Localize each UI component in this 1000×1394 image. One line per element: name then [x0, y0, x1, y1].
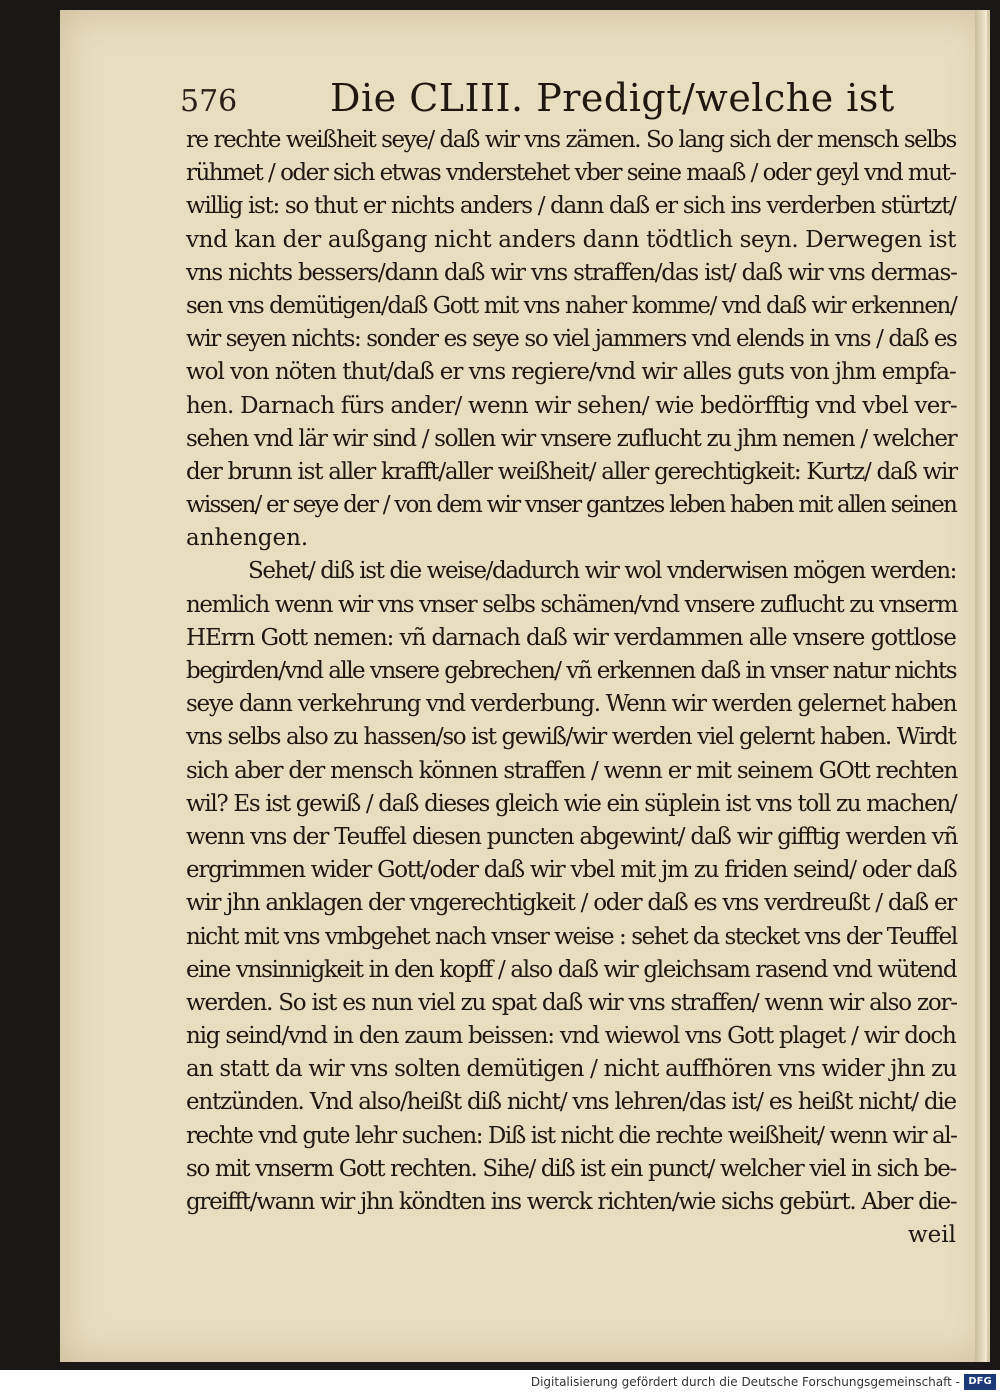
text-line: an statt da wir vns solten demütigen / nicht auffhören vns wider jhn zu: [186, 1056, 957, 1083]
text-line: wir seyen nichts: sonder es seye so viel jammers vnd elends in vns / daß es: [186, 326, 957, 353]
text-line: sehen vnd lär wir sind / sollen wir vnsere zuflucht zu jhm nemen / welcher: [186, 425, 957, 452]
sermon-text: [186, 124, 956, 1252]
text-line: HErrn Gott nemen: vñ darnach daß wir verdammen alle vnsere gottlose: [186, 624, 956, 651]
text-line: seye dann verkehrung vnd verderbung. Wenn wir werden gelernet haben: [186, 691, 957, 718]
text-line: nig seind/vnd in den zaum beissen: vnd wiewol vns Gott plaget / wir doch: [186, 1023, 956, 1050]
text-line: re rechte weißheit seye/ daß wir vns zämen. So lang sich der mensch selbs: [186, 127, 956, 153]
text-line: eine vnsinnigkeit in den kopff / also daß wir gleichsam rasend vnd wütend: [186, 956, 957, 983]
text-line: sen vns demütigen/daß Gott mit vns naher komme/ vnd daß wir erkennen/: [186, 292, 957, 319]
text-line: wenn vns der Teuffel diesen puncten abgewint/ daß wir gifftig werden vñ: [186, 823, 958, 850]
text-line: vns nichts bessers/dann daß wir vns straffen/das ist/ daß wir vns dermas-: [186, 259, 957, 286]
text-line: rühmet / oder sich etwas vnderstehet vber seine maaß / oder geyl vnd mut-: [186, 160, 956, 187]
text-line: willig ist: so thut er nichts anders / dann daß er sich ins verderben stürtzt/: [186, 193, 956, 220]
page-number: 576: [180, 84, 238, 119]
text-line: wissen/ er seye der / von dem wir vnser gantzes leben haben mit allen seinen: [186, 492, 957, 519]
text-line: Sehet/ diß ist die weise/dadurch wir wol vnderwisen mögen werden:: [248, 558, 956, 585]
text-line: ergrimmen wider Gott/oder daß wir vbel mit jm zu friden seind/ oder daß: [186, 857, 957, 884]
text-line: begirden/vnd alle vnsere gebrechen/ vñ erkennen daß in vnser natur nichts: [186, 658, 957, 684]
text-line: wir jhn anklagen der vngerechtigkeit / oder daß es vns verdreußt / daß er: [186, 890, 957, 917]
text-line: nicht mit vns vmbgehet nach vnser weise : sehet da stecket vns der Teuffel: [186, 923, 957, 950]
footer-credit: Digitalisierung gefördert durch die Deutsche Forschungsgemeinschaft -: [530, 1375, 960, 1389]
text-line: nemlich wenn wir vns vnser selbs schämen/vnd vnsere zuflucht zu vnserm: [186, 591, 957, 618]
text-line: weil: [907, 1222, 956, 1249]
running-head: Die CLIII. Predigt/welche ist: [330, 76, 895, 120]
text-line: vnd kan der außgang nicht anders dann tödtlich seyn. Derwegen ist: [186, 226, 957, 253]
text-line: greifft/wann wir jhn köndten ins werck richten/wie sichs gebürt. Aber die-: [186, 1189, 957, 1215]
text-line: anhengen.: [186, 525, 309, 552]
footer-bar: [0, 1372, 1000, 1394]
text-line: vns selbs also zu hassen/so ist gewiß/wir werden viel gelernt haben. Wirdt: [186, 724, 956, 751]
text-line: rechte vnd gute lehr suchen: Diß ist nicht die rechte weißheit/ wenn wir al-: [186, 1122, 957, 1149]
text-line: der brunn ist aller krafft/aller weißheit/ aller gerechtigkeit: Kurtz/ daß wir: [186, 458, 957, 485]
text-line: hen. Darnach fürs ander/ wenn wir sehen/ wie bedörfftig vnd vbel ver-: [186, 392, 957, 419]
text-line: wol von nöten thut/daß er vns regiere/vnd wir alles guts von jhm empfa-: [186, 359, 956, 386]
page-edge: [975, 10, 987, 1362]
text-line: wil? Es ist gewiß / daß dieses gleich wie ein süplein ist vns toll zu machen/: [186, 790, 957, 817]
text-line: sich aber der mensch können straffen / wenn er mit seinem GOtt rechten: [186, 757, 958, 784]
text-line: entzünden. Vnd also/heißt diß nicht/ vns lehren/das ist/ es heißt nicht/ die: [186, 1089, 956, 1116]
dfg-logo-icon: DFG: [964, 1374, 996, 1390]
text-line: so mit vnserm Gott rechten. Sihe/ diß ist ein punct/ welcher viel in sich be-: [186, 1155, 956, 1182]
page-header: [180, 76, 895, 126]
text-line: werden. So ist es nun viel zu spat daß wir vns straffen/ wenn wir also zor-: [186, 989, 957, 1016]
